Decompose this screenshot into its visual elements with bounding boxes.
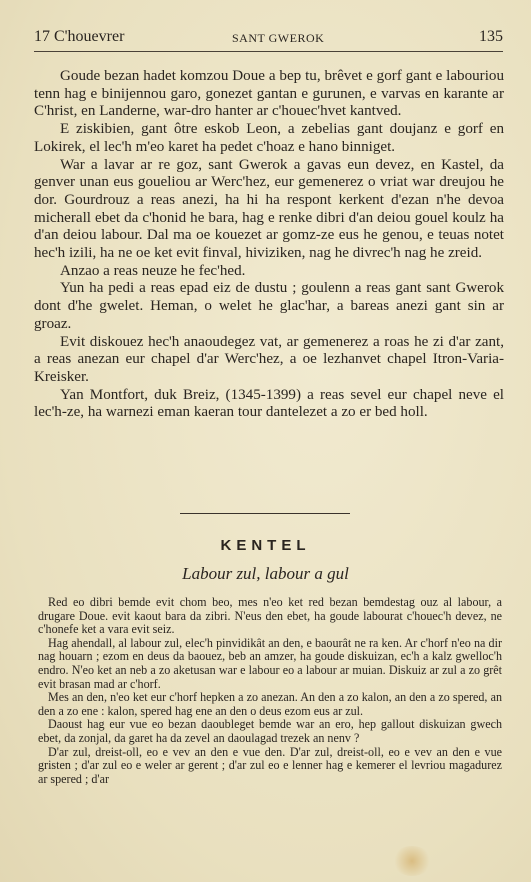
body-paragraph: Yan Montfort, duk Breiz, (1345-1399) a reas sevel eur chapel neve el lec'h-ze, ha warnezi eman kaeran tour dantelezet a zo er bed holl. xyxy=(34,386,504,421)
lesson-paragraph: Daoust hag eur vue eo bezan daoubleget bemde war an ero, hep gallout diskuizan gwech ebet, da zonjal, da garet ha da zevel an daoulagad trezek an nenv ? xyxy=(38,717,502,745)
paper-stain xyxy=(392,846,432,876)
section-separator xyxy=(180,513,350,514)
body-paragraph: Goude bezan hadet komzou Doue a bep tu, brêvet e gorf gant e labouriou tenn hag e binijennou garo, gonezet gantan e gurunen, e varvas en karante ar C'hrist, en Landerne, war-dro hanter ar c'houec'hvet kantved. xyxy=(34,68,504,120)
header-rule xyxy=(34,51,503,52)
body-paragraph: E ziskibien, gant ôtre eskob Leon, a zebelias gant doujanz e gorf en Lokirek, el lec'h m'eo karet ha pedet c'hoaz e hano binniget. xyxy=(34,121,504,155)
running-header xyxy=(34,28,503,50)
page-number: 135 xyxy=(479,28,503,45)
header-date: 17 C'houevrer xyxy=(34,28,125,45)
body-paragraph: War a lavar ar re goz, sant Gwerok a gavas eun devez, en Kastel, da genver unan eus goueliou ar Werc'hez, eur gemenerez o vriat war dreujou he dor. Gourdrouz a reas anezi, ha hi ha respont kerkent d'ezan n'he devoa micherall ebet da c'honid he bara, hag e renke dibri d'an deiou gouel koulz ha d'an deiou labour. Dal ma oe kouezet ar gomz-ze eus he genou, e teuas notet hec'h izili, ha ne oe ket evit finval, hiviziken, nag he divrec'h nag he zreid. xyxy=(34,156,504,262)
body-paragraph: Yun ha pedi a reas epad eiz de dustu ; goulenn a reas gant sant Gwerok dont d'he gwelet. Heman, o welet he glac'har, a bareas anezi gant sin ar groaz. xyxy=(34,280,504,332)
lesson-paragraph: Hag ahendall, al labour zul, elec'h pinvidikât an den, e baourât ne ra ken. Ar c'horf n'eo na dir nag houarn ; ezom en deus da baouez, beb an amzer, ha goude diskuizan, ec'h a kalz gwelloc'h endro. N'eo ket an neb a zo aketusan war e labour eo a labour ar muian. Diskuiz ar zul a zo grêt evit brasan mad ar c'horf. xyxy=(38,635,502,691)
body-paragraph: Anzao a reas neuze he fec'hed. xyxy=(60,262,246,279)
lesson-paragraph: D'ar zul, dreist-oll, eo e vev an den e vue den. D'ar zul, dreist-oll, eo e vev an den e vue gristen ; d'ar zul eo e weler ar gerent ; d'ar zul eo e lenner hag e kemerer el levriou magadurez ar spered ; d'ar xyxy=(38,744,502,786)
main-text xyxy=(34,68,504,422)
lesson-paragraph: Red eo dibri bemde evit chom beo, mes n'eo ket red bezan bemdestag ouz al labour, a drugare Doue. evit kaout bara da zibri. N'eus den ebet, ha goude labourat c'houec'h devez, ne c'honefe ket a vara evit seiz. xyxy=(38,595,502,637)
section-heading: KENTEL xyxy=(220,537,311,554)
section-subtitle: Labour zul, labour a gul xyxy=(182,564,349,583)
header-title: SANT GWEROK xyxy=(232,31,325,45)
lesson-text xyxy=(38,596,502,786)
lesson-paragraph: Mes an den, n'eo ket eur c'horf hepken a zo anezan. An den a zo kalon, an den a zo spered, an den a zo ene : kalon, spered hag ene an den o deus ezom eus ar zul. xyxy=(38,690,502,718)
body-paragraph: Evit diskouez hec'h anaoudegez vat, ar gemenerez a roas he zi d'ar zant, a reas anezan eur chapel d'ar Werc'hez, a oe lezhanvet chapel Itron-Varia-Kreisker. xyxy=(34,333,504,385)
